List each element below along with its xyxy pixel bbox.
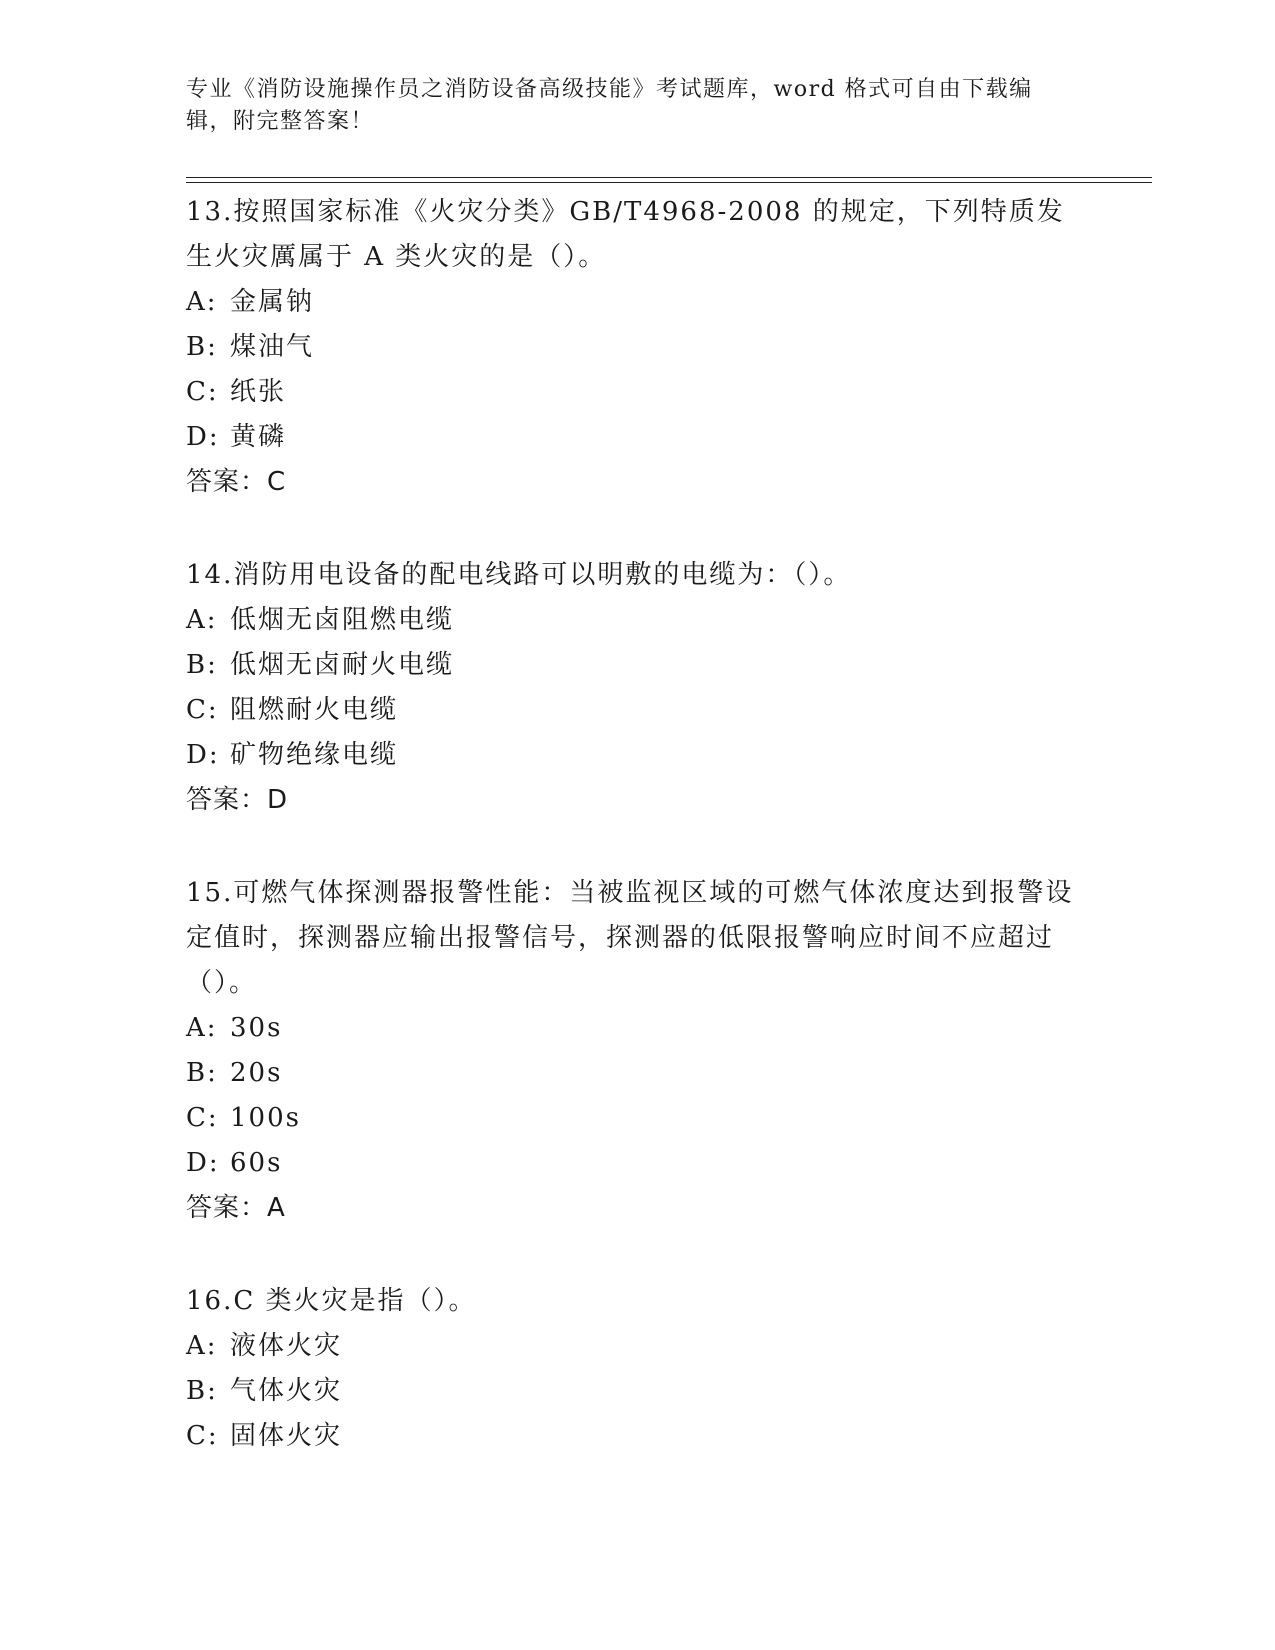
option-d <box>186 733 1086 778</box>
question-spacer <box>186 505 1086 553</box>
option-text: 纸张 <box>230 377 287 407</box>
option-letter: B: <box>186 1058 218 1088</box>
question-14 <box>186 553 1086 823</box>
question-15 <box>186 871 1086 1231</box>
option-b <box>186 325 1086 370</box>
option-letter: D: <box>186 422 220 452</box>
header-divider-top <box>186 177 1152 178</box>
option-letter: D: <box>186 740 220 770</box>
option-letter: D: <box>186 1148 220 1178</box>
question-stem: 16.C 类火灾是指（）。 <box>186 1286 477 1316</box>
option-b <box>186 1369 1086 1414</box>
question-13 <box>186 190 1086 505</box>
option-a <box>186 1324 1086 1369</box>
option-c <box>186 1096 1086 1141</box>
option-text: 固体火灾 <box>230 1421 343 1451</box>
option-text: 60s <box>230 1148 283 1178</box>
option-text: 低烟无卤耐火电缆 <box>230 650 455 680</box>
header-divider-bottom <box>186 182 1152 183</box>
question-list <box>186 190 1086 1459</box>
option-text: 30s <box>230 1013 283 1043</box>
option-letter: C: <box>186 1421 219 1451</box>
question-16 <box>186 1279 1086 1459</box>
option-b <box>186 1051 1086 1096</box>
question-stem: 14.消防用电设备的配电线路可以明敷的电缆为：（）。 <box>186 560 852 590</box>
option-d <box>186 415 1086 460</box>
option-text: 阻燃耐火电缆 <box>230 695 399 725</box>
document-intro: 专业《消防设施操作员之消防设备高级技能》考试题库，word 格式可自由下载编辑，附完整答案！ <box>186 77 1033 134</box>
option-text: 黄磷 <box>230 422 287 452</box>
option-text: 金属钠 <box>230 287 315 317</box>
option-letter: B: <box>186 1376 218 1406</box>
option-d <box>186 1141 1086 1186</box>
option-letter: B: <box>186 650 218 680</box>
option-text: 20s <box>230 1058 283 1088</box>
option-letter: C: <box>186 377 219 407</box>
question-stem: 15.可燃气体探测器报警性能：当被监视区域的可燃气体浓度达到报警设定值时，探测器应输出报警信号，探测器的低限报警响应时间不应超过（）。 <box>186 878 1074 998</box>
option-letter: C: <box>186 1103 219 1133</box>
option-c <box>186 1414 1086 1459</box>
question-spacer <box>186 1231 1086 1279</box>
option-a <box>186 280 1086 325</box>
option-text: 液体火灾 <box>230 1331 343 1361</box>
option-text: 矿物绝缘电缆 <box>230 740 399 770</box>
option-letter: C: <box>186 695 219 725</box>
answer-line: 答案：D <box>186 785 289 815</box>
question-spacer <box>186 823 1086 871</box>
option-letter: B: <box>186 332 218 362</box>
answer-line: 答案：C <box>186 467 287 497</box>
question-stem: 13.按照国家标准《火灾分类》GB/T4968-2008 的规定，下列特质发生火灾厲属于 A 类火灾的是（）。 <box>186 197 1065 272</box>
option-letter: A: <box>186 1013 218 1043</box>
answer-line: 答案：A <box>186 1193 286 1223</box>
option-a <box>186 598 1086 643</box>
option-text: 100s <box>230 1103 301 1133</box>
option-letter: A: <box>186 287 218 317</box>
option-letter: A: <box>186 1331 218 1361</box>
option-b <box>186 643 1086 688</box>
option-letter: A: <box>186 605 218 635</box>
option-a <box>186 1006 1086 1051</box>
option-c <box>186 370 1086 415</box>
option-c <box>186 688 1086 733</box>
option-text: 煤油气 <box>230 332 315 362</box>
option-text: 低烟无卤阻燃电缆 <box>230 605 455 635</box>
option-text: 气体火灾 <box>230 1376 343 1406</box>
